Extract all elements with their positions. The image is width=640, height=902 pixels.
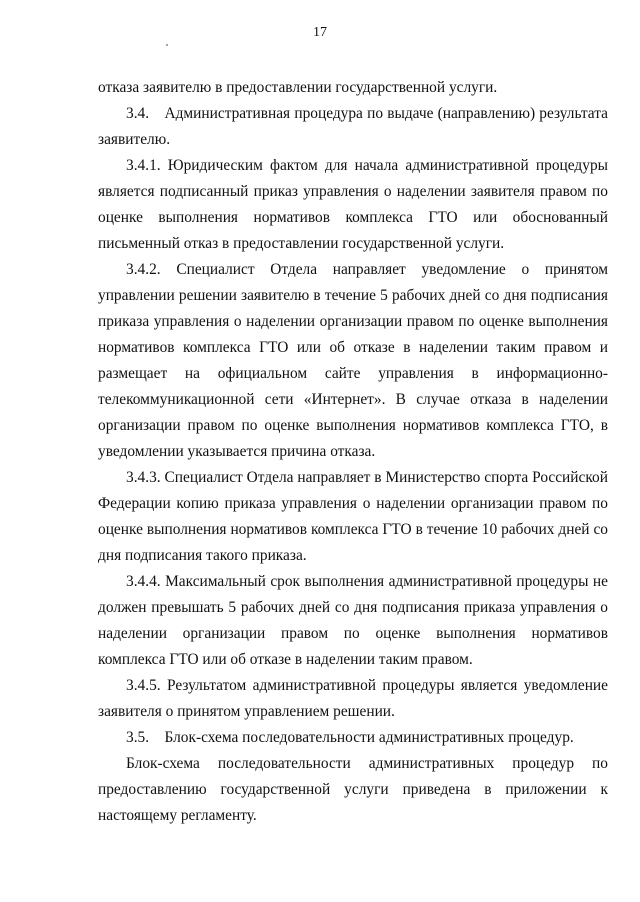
- paragraph-3-5: 3.5. Блок-схема последовательности административных процедур.: [126, 729, 574, 746]
- page-number: 17: [313, 25, 327, 40]
- body-text: [98, 75, 608, 829]
- paragraph-3-4: 3.4. Административная процедура по выдаче (направлению) результата заявителю.: [98, 105, 608, 148]
- paragraph-3-4-3: 3.4.3. Специалист Отдела направляет в Министерство спорта Российской Федерации копию приказа управления о наделении организации правом по оценке выполнения нормативов комплекса ГТО в течение 10 рабочих дней со дня подписания такого приказа.: [98, 469, 608, 564]
- paragraph-3-4-1: 3.4.1. Юридическим фактом для начала административной процедуры является подписанный приказ управления о наделении заявителя правом по оценке выполнения нормативов комплекса ГТО или обоснованный письменный отказ в предоставлении государственной услуги.: [98, 157, 608, 252]
- paragraph-continuation: отказа заявителю в предоставлении государственной услуги.: [98, 79, 498, 96]
- scan-speck: [166, 44, 168, 46]
- paragraph-3-4-4: 3.4.4. Максимальный срок выполнения административной процедуры не должен превышать 5 рабочих дней со дня подписания приказа управления о наделении организации правом по оценке выполнения нормативов комплекса ГТО или об отказе в наделении таким правом.: [98, 573, 608, 668]
- paragraph-3-4-2: 3.4.2. Специалист Отдела направляет уведомление о принятом управлении решении заявителю в течение 5 рабочих дней со дня подписания приказа управления о наделении организации правом по оценке выполнения нормативов комплекса ГТО или об отказе в наделении таким правом и размещает на официальном сайте управления в информационно-телекоммуникационной сети «Интернет». В случае отказа в наделении организации правом по оценке выполнения нормативов комплекса ГТО, в уведомлении указывается причина отказа.: [98, 261, 608, 460]
- paragraph-3-4-5: 3.4.5. Результатом административной процедуры является уведомление заявителя о принятом управлением решении.: [98, 677, 608, 720]
- paragraph-block-scheme: Блок-схема последовательности административных процедур по предоставлению государственной услуги приведена в приложении к настоящему регламенту.: [98, 755, 608, 824]
